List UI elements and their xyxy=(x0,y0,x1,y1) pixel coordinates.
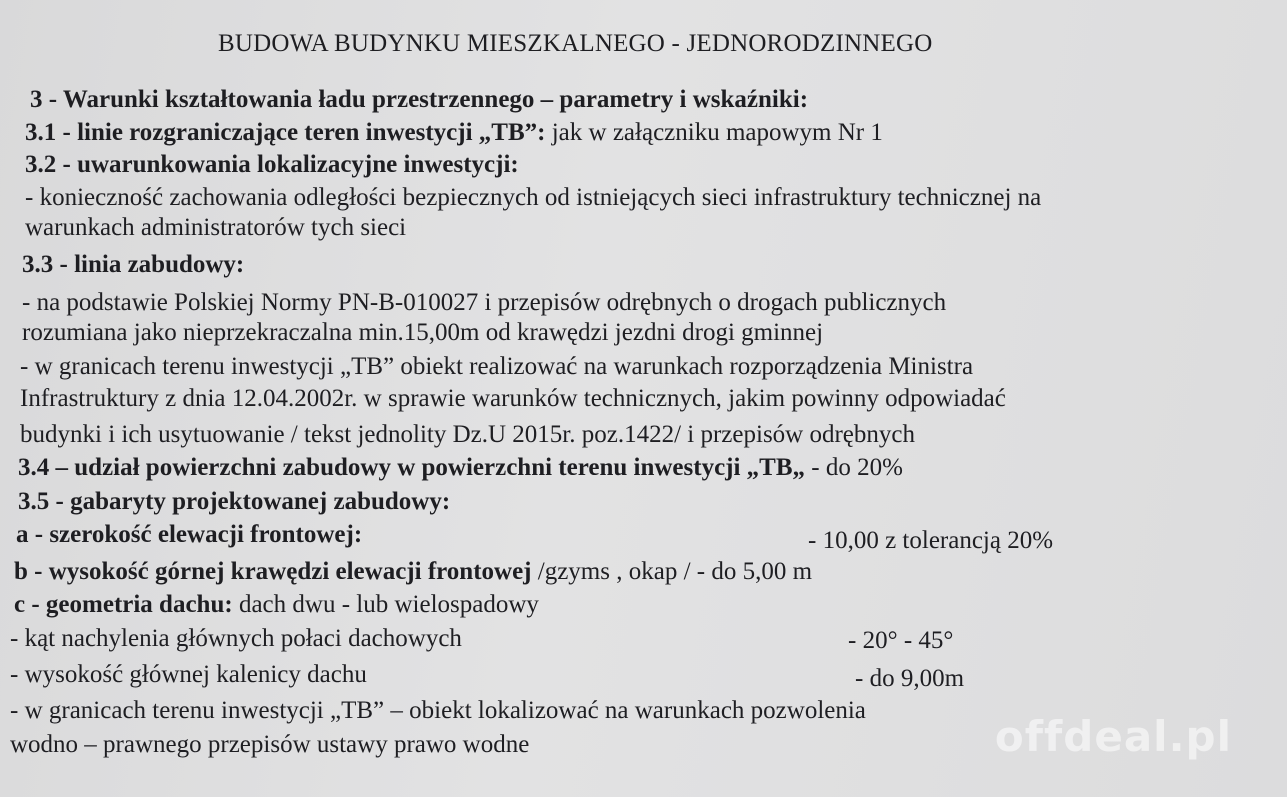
item-c xyxy=(14,590,539,620)
section-3-5-heading: 3.5 - gabaryty projektowanej zabudowy: xyxy=(18,488,451,515)
section-3-heading: 3 - Warunki kształtowania ładu przestrzennego – parametry i wskaźniki: xyxy=(30,86,809,113)
item-b-label: b - wysokość górnej krawędzi elewacji frontowej xyxy=(14,558,532,585)
water-permit-line-2: wodno – prawnego przepisów ustawy prawo wodne xyxy=(10,731,530,758)
section-3-3-line-4: Infrastruktury z dnia 12.04.2002r. w sprawie warunków technicznych, jakim powinny odpowiadać xyxy=(20,385,1006,412)
section-3-4-value: - do 20% xyxy=(805,454,903,481)
section-3-3-line-5: budynki i ich usytuowanie / tekst jednolity Dz.U 2015r. poz.1422/ i przepisów odrębnych xyxy=(20,421,915,448)
document-title: BUDOWA BUDYNKU MIESZKALNEGO - JEDNORODZINNEGO xyxy=(218,30,933,57)
section-3-4-label: 3.4 – udział powierzchni zabudowy w powierzchni terenu inwestycji „TB„ xyxy=(18,454,806,481)
item-c-value: dach dwu - lub wielospadowy xyxy=(232,591,539,618)
watermark-text: offdeal.pl xyxy=(994,712,1232,761)
item-b-value: /gzyms , okap / - do 5,00 m xyxy=(531,558,813,585)
ridge-height-value: - do 9,00m xyxy=(855,665,965,692)
section-3-1 xyxy=(25,118,883,148)
ridge-height-label: - wysokość głównej kalenicy dachu xyxy=(10,661,367,688)
section-3-2-heading: 3.2 - uwarunkowania lokalizacyjne inwestycji: xyxy=(25,151,519,178)
section-3-2-line-1: - konieczność zachowania odległości bezpiecznych od istniejących sieci infrastruktury technicznej na xyxy=(25,184,1042,211)
item-a-label: a - szerokość elewacji frontowej: xyxy=(16,521,363,548)
section-3-3-line-2: rozumiana jako nieprzekraczalna min.15,00m od krawędzi jezdni drogi gminnej xyxy=(22,319,824,346)
section-3-4 xyxy=(18,453,903,483)
item-a-value: - 10,00 z tolerancją 20% xyxy=(808,527,1054,554)
section-3-3-heading: 3.3 - linia zabudowy: xyxy=(22,251,245,278)
section-3-3-line-3: - w granicach terenu inwestycji „TB” obiekt realizować na warunkach rozporządzenia Ministra xyxy=(20,353,974,380)
roof-pitch-value: - 20° - 45° xyxy=(848,627,954,654)
item-b xyxy=(14,557,812,587)
water-permit-line-1: - w granicach terenu inwestycji „TB” – obiekt lokalizować na warunkach pozwolenia xyxy=(10,697,866,724)
section-3-2-line-2: warunkach administratorów tych sieci xyxy=(25,214,407,241)
roof-pitch-label: - kąt nachylenia głównych połaci dachowych xyxy=(10,625,462,652)
section-3-3-line-1: - na podstawie Polskiej Normy PN-B-010027 i przepisów odrębnych o drogach publicznych xyxy=(22,289,947,316)
section-3-1-label: 3.1 - linie rozgraniczające teren inwestycji „TB”: xyxy=(25,119,546,146)
item-c-label: c - geometria dachu: xyxy=(14,591,233,618)
section-3-1-text: jak w załączniku mapowym Nr 1 xyxy=(545,119,883,146)
